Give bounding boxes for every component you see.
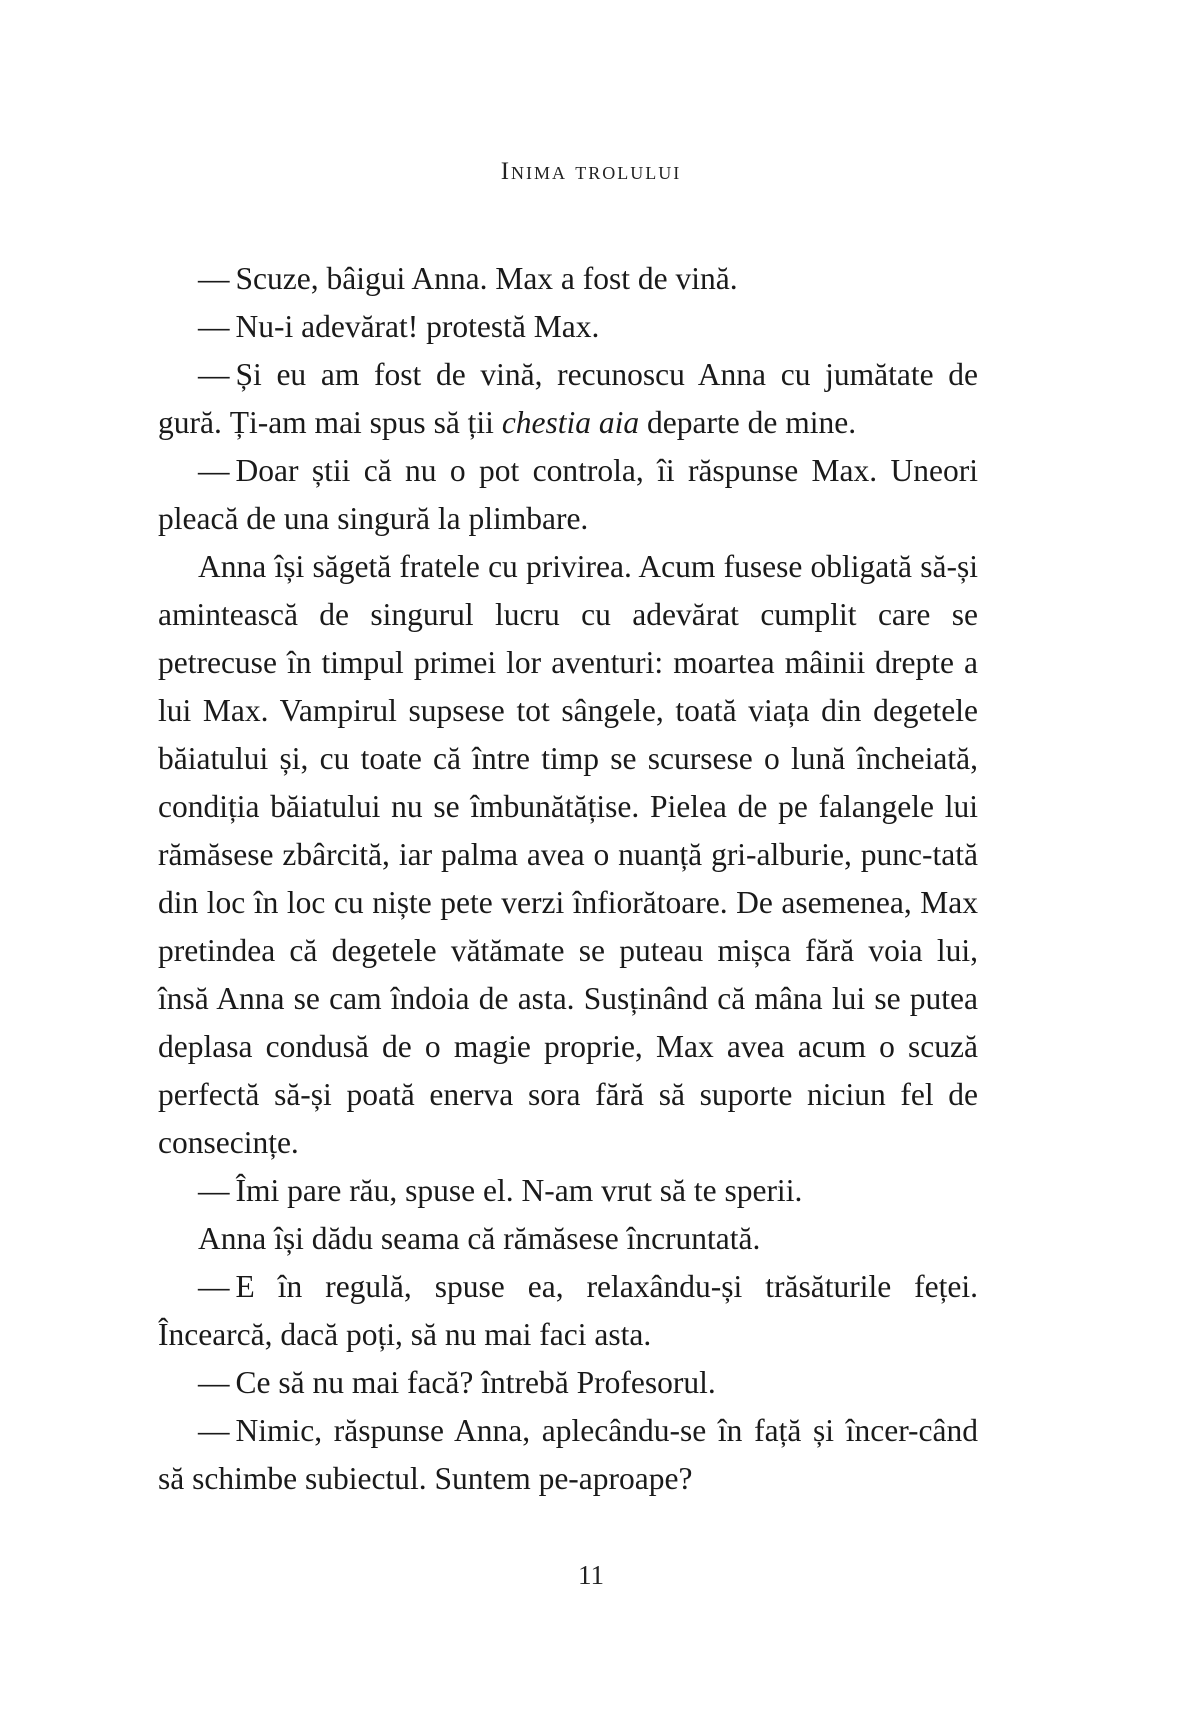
paragraph-text: Nu-i adevărat! protestă Max. bbox=[235, 309, 600, 344]
dialogue-dash: — bbox=[198, 1269, 230, 1304]
paragraph-text: Anna își săgetă fratele cu privirea. Acum fusese obligată să-și amintească de singurul lucru cu adevărat cumplit care se petrecuse în timpul primei lor aventuri: moartea mâinii drepte a lui Max. Vampirul supsese tot sângele, toată viața din degetele băiatului și, cu toate că între timp se scursese o lună încheiată, condiția băiatului nu se îmbunătățise. Pielea de pe falangele lui rămăsese zbârcită, iar palma avea o nuanță gri-alburie, punc-tată din loc în loc cu niște pete verzi înfiorătoare. De asemenea, Max pretindea că degetele vătămate se puteau mișca fără voia lui, însă Anna se cam îndoia de asta. Susținând că mâna lui se putea deplasa condusă de o magie proprie, Max avea acum o scuză perfectă să-și poată enerva sora fără să suporte niciun fel de consecințe. bbox=[158, 549, 978, 1160]
paragraph-text: E în regulă, spuse ea, relaxându-și trăsăturile feței. Încearcă, dacă poți, să nu mai faci asta. bbox=[158, 1269, 978, 1352]
paragraph bbox=[158, 303, 978, 351]
dialogue-dash: — bbox=[198, 1173, 230, 1208]
paragraph-text: departe de mine. bbox=[639, 405, 857, 440]
paragraph bbox=[158, 1407, 978, 1503]
dialogue-dash: — bbox=[198, 261, 230, 296]
paragraph bbox=[158, 1359, 978, 1407]
paragraph bbox=[158, 351, 978, 447]
dialogue-dash: — bbox=[198, 357, 230, 392]
paragraph bbox=[158, 255, 978, 303]
paragraph bbox=[158, 447, 978, 543]
paragraph-text: Îmi pare rău, spuse el. N-am vrut să te sperii. bbox=[235, 1173, 803, 1208]
paragraph bbox=[158, 1263, 978, 1359]
dialogue-dash: — bbox=[198, 309, 230, 344]
body-text bbox=[158, 255, 978, 1503]
paragraph-text: Ce să nu mai facă? întrebă Profesorul. bbox=[235, 1365, 716, 1400]
paragraph-text: Anna își dădu seama că rămăsese încruntată. bbox=[198, 1221, 761, 1256]
paragraph bbox=[158, 543, 978, 1167]
paragraph-text: Nimic, răspunse Anna, aplecându-se în față și încer-când să schimbe subiectul. Suntem pe-aproape? bbox=[158, 1413, 978, 1496]
dialogue-dash: — bbox=[198, 453, 230, 488]
italic-phrase: chestia aia bbox=[501, 405, 640, 440]
paragraph bbox=[158, 1215, 978, 1263]
paragraph-text: Doar știi că nu o pot controla, îi răspunse Max. Uneori pleacă de una singură la plimbare. bbox=[158, 453, 978, 536]
paragraph bbox=[158, 1167, 978, 1215]
dialogue-dash: — bbox=[198, 1413, 230, 1448]
paragraph-text: Și eu am fost de vină, recunoscu Anna cu jumătate de gură. Ți-am mai spus să ții bbox=[158, 357, 978, 440]
page-number: 11 bbox=[578, 1560, 604, 1590]
paragraph-text: Scuze, bâigui Anna. Max a fost de vină. bbox=[235, 261, 738, 296]
running-head-title: Inima trolului bbox=[500, 158, 682, 185]
dialogue-dash: — bbox=[198, 1365, 230, 1400]
